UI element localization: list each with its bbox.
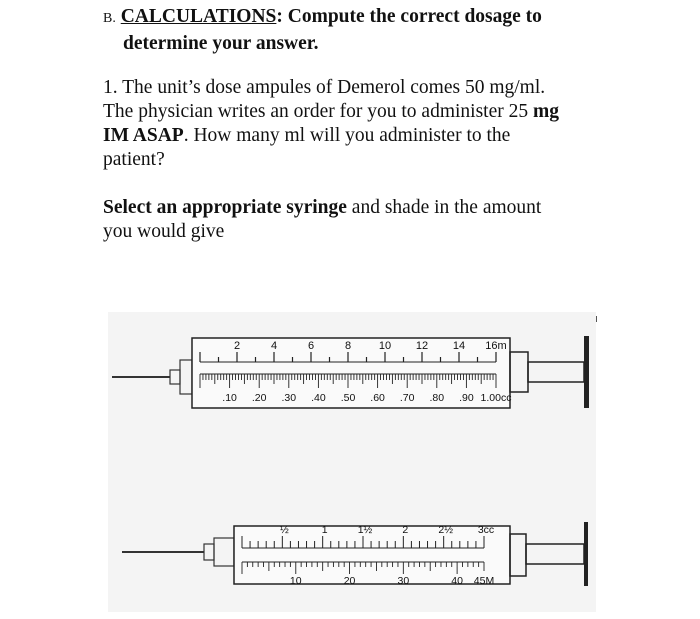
plunger-2 <box>510 534 526 576</box>
scale-label-bottom: .50 <box>340 392 356 404</box>
syringe-instruction-line1: Select an appropriate syringe and shade in the amount <box>103 197 542 218</box>
question-line3: IM ASAP. How many ml will you administer to the <box>103 125 511 146</box>
scale-label-top: 14 <box>452 340 466 352</box>
hub-2 <box>204 544 214 560</box>
stray-mark <box>596 316 597 322</box>
scale-label-bottom: 20 <box>343 575 356 587</box>
plunger-1 <box>510 352 528 392</box>
question-1 <box>103 76 603 172</box>
scale-label-bottom: .10 <box>222 392 237 404</box>
scale-label-top: 2 <box>233 340 241 352</box>
scale-label-top: 2½ <box>438 524 453 536</box>
scale-label-top: 4 <box>270 340 278 352</box>
scale-label-bottom: .60 <box>370 392 385 404</box>
question-line4: patient? <box>103 149 165 170</box>
question-line1: 1. The unit’s dose ampules of Demerol comes 50 mg/ml. <box>103 77 546 98</box>
scale-label-top: ½ <box>279 524 289 536</box>
scale-label-bottom: .80 <box>429 392 445 404</box>
scale-label-top: 10 <box>378 340 392 352</box>
hub-1b <box>180 360 192 394</box>
scale-label-top: 2 <box>402 524 409 536</box>
scale-label-bottom: 40 <box>451 575 463 587</box>
syringe-3cc[interactable] <box>122 522 588 587</box>
section-instruction-line1: : Compute the correct dosage to <box>276 6 542 27</box>
scale-label-top: 1½ <box>357 524 373 536</box>
scale-label-top: 1 <box>321 524 328 536</box>
plunger-flange-1 <box>584 336 589 408</box>
plunger-rod-1 <box>528 362 584 382</box>
plunger-flange-2 <box>584 522 588 586</box>
scale-label-top: 16m <box>485 340 507 352</box>
syringe-instruction <box>103 196 541 244</box>
scale-label-bottom: 10 <box>289 575 302 587</box>
section-letter: B. <box>103 11 116 26</box>
scale-label-bottom: .20 <box>251 392 267 404</box>
scale-label-top: 6 <box>307 340 315 352</box>
section-instruction-line2: determine your answer. <box>123 33 319 54</box>
scale-label-top: 12 <box>415 340 429 352</box>
syringe-instruction-line2: you would give <box>103 221 225 242</box>
question-line2: The physician writes an order for you to administer 25 mg <box>103 101 559 122</box>
scale-label-bottom: 1.00cc <box>480 392 512 404</box>
scale-label-bottom: .90 <box>459 392 474 404</box>
scale-label-bottom: 30 <box>397 575 410 587</box>
scale-label-top: 3cc <box>477 524 495 536</box>
plunger-rod-2 <box>526 544 584 564</box>
scale-label-bottom: 45M <box>473 575 495 587</box>
hub-2b <box>214 538 234 566</box>
syringe-photo <box>108 312 596 612</box>
syringe-1cc[interactable] <box>112 336 589 408</box>
section-heading <box>103 4 542 56</box>
scale-label-bottom: .70 <box>399 392 415 404</box>
scale-label-bottom: .30 <box>281 392 297 404</box>
hub-1 <box>170 370 180 384</box>
scale-label-top: 8 <box>344 340 352 352</box>
scale-label-bottom: .40 <box>311 392 326 404</box>
section-title: CALCULATIONS <box>120 6 277 27</box>
